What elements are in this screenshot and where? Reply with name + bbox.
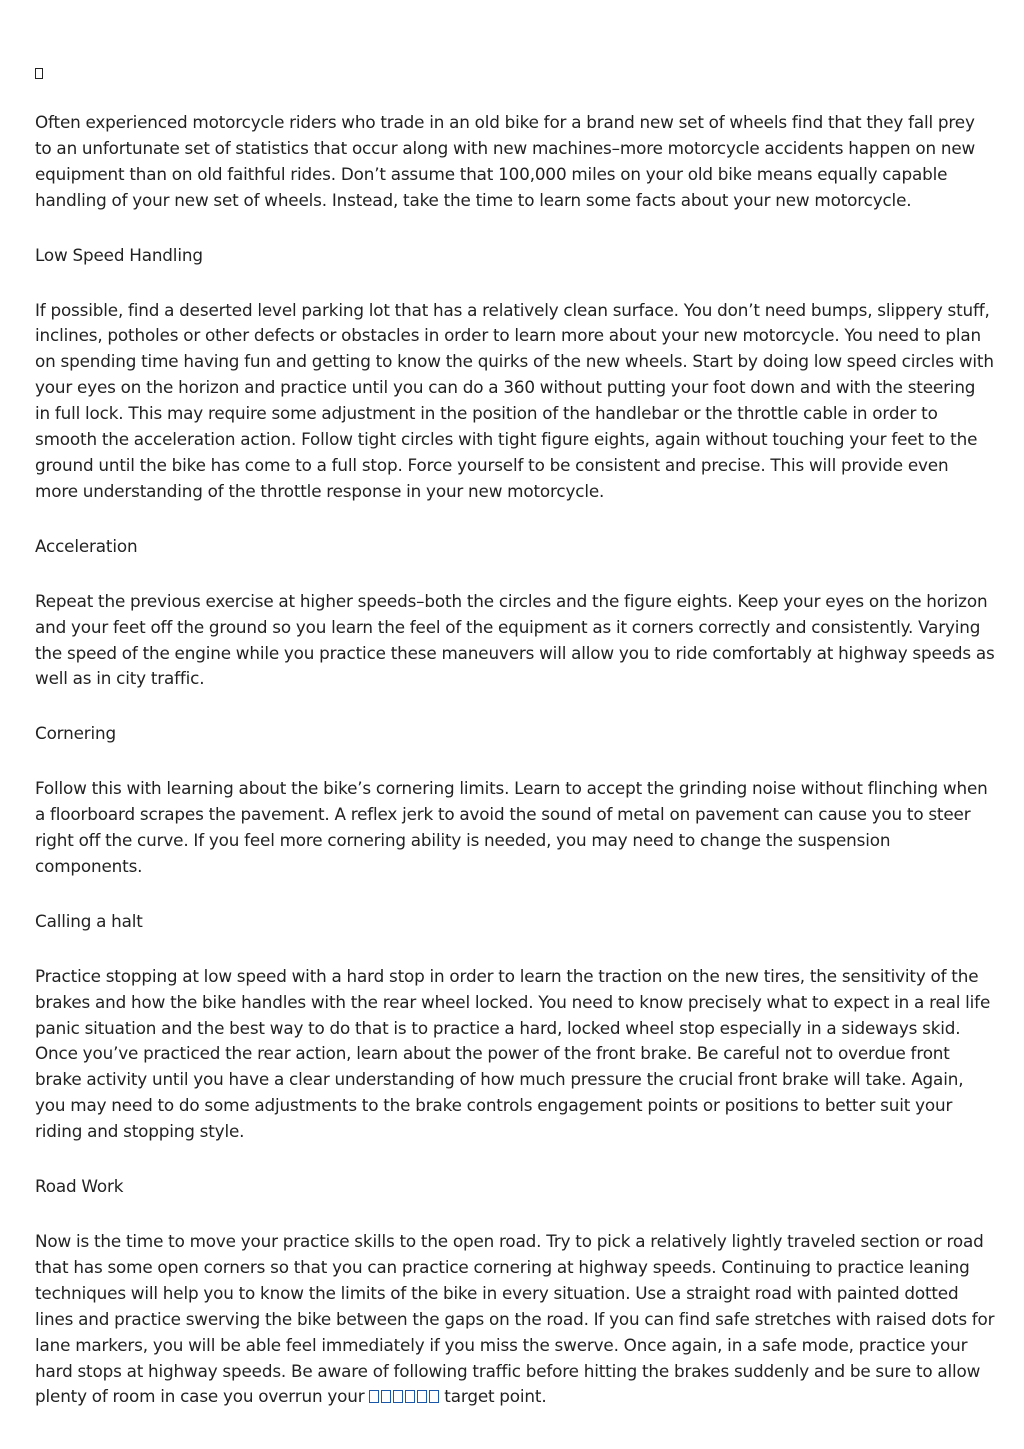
section-body-road-work	[35, 1229, 995, 1410]
section-body-calling-a-halt: Practice stopping at low speed with a hard stop in order to learn the traction on the new tires, the sensitivity of the brakes and how the bike handles with the rear wheel locked. You need to know precisely what to expect in a real life panic situation and the best way to do that is to practice a hard, locked wheel stop especially in a sideways skid. Once you’ve practiced the rear action, learn about the power of the front brake. Be careful not to overdue front brake activity until you have a clear understanding of how much pressure the crucial front brake will take. Again, you may need to do some adjustments to the brake controls engagement points or positions to better suit your riding and stopping style.	[35, 965, 991, 1142]
intro-paragraph: Often experienced motorcycle riders who trade in an old bike for a brand new set of wheels find that they fall prey to an unfortunate set of statistics that occur along with new machines–more motorcycle accidents happen on new equipment than on old faithful rides. Don’t assume that 100,000 miles on your old bike means equally capable handling of your new set of wheels. Instead, take the time to learn some facts about your new motorcycle.	[35, 112, 976, 210]
section-heading-low-speed-handling: Low Speed Handling	[35, 244, 203, 265]
section-heading-calling-a-halt: Calling a halt	[35, 910, 143, 931]
section-heading-acceleration: Acceleration	[35, 535, 138, 556]
missing-glyph-icon	[369, 1390, 379, 1403]
missing-glyph-icon	[417, 1390, 427, 1403]
missing-glyph-icon	[393, 1390, 403, 1403]
road-work-text-after-link: target point.	[444, 1386, 547, 1407]
section-body-low-speed-handling: If possible, find a deserted level parking lot that has a relatively clean surface. You don’t need bumps, slippery stuff, inclines, potholes or other defects or obstacles in order to learn more about your new motorcycle. You need to plan on spending time having fun and getting to know the quirks of the new wheels. Start by doing low speed circles with your eyes on the horizon and practice until you can do a 360 without putting your foot down and with the steering in full lock. This may require some adjustment in the position of the handlebar or the throttle cable in order to smooth the acceleration action. Follow tight circles with tight figure eights, again without touching your feet to the ground until the bike has come to a full stop. Force yourself to be consistent and precise. This will provide even more understanding of the throttle response in your new motorcycle.	[35, 299, 994, 501]
section-body-cornering: Follow this with learning about the bike’s cornering limits. Learn to accept the grinding noise without flinching when a floorboard scrapes the pavement. A reflex jerk to avoid the sound of metal on pavement can cause you to steer right off the curve. If you feel more cornering ability is needed, you may need to change the suspension components.	[35, 778, 988, 876]
missing-glyph-icon	[405, 1390, 415, 1403]
section-body-acceleration: Repeat the previous exercise at higher speeds–both the circles and the figure eights. Keep your eyes on the horizon and your feet off the ground so you learn the feel of the equipment as it corners correctly and consistently. Varying the speed of the engine while you practice these maneuvers will allow you to ride comfortably at highway speeds as well as in city traffic.	[35, 590, 995, 689]
missing-glyph-icon	[381, 1390, 391, 1403]
inline-link[interactable]	[369, 1386, 439, 1406]
article	[35, 62, 995, 1410]
missing-glyph-icon	[429, 1390, 439, 1403]
section-heading-cornering: Cornering	[35, 723, 117, 744]
road-work-text-before-link: Now is the time to move your practice skills to the open road. Try to pick a relatively lightly traveled section or road that has some open corners so that you can practice cornering at highway speeds. Continuing to practice leaning techniques will help you to know the limits of the bike in every situation. Use a straight road with painted dotted lines and practice swerving the bike between the gaps on the road. If you can find safe stretches with raised dots for lane markers, you will be able feel immediately if you miss the swerve. Once again, in a safe mode, practice your hard stops at highway speeds. Be aware of following traffic before hitting the brakes suddenly and be sure to allow plenty of room in case you overrun your	[35, 1231, 995, 1407]
section-heading-road-work: Road Work	[35, 1176, 124, 1197]
missing-glyph-icon	[35, 68, 43, 79]
